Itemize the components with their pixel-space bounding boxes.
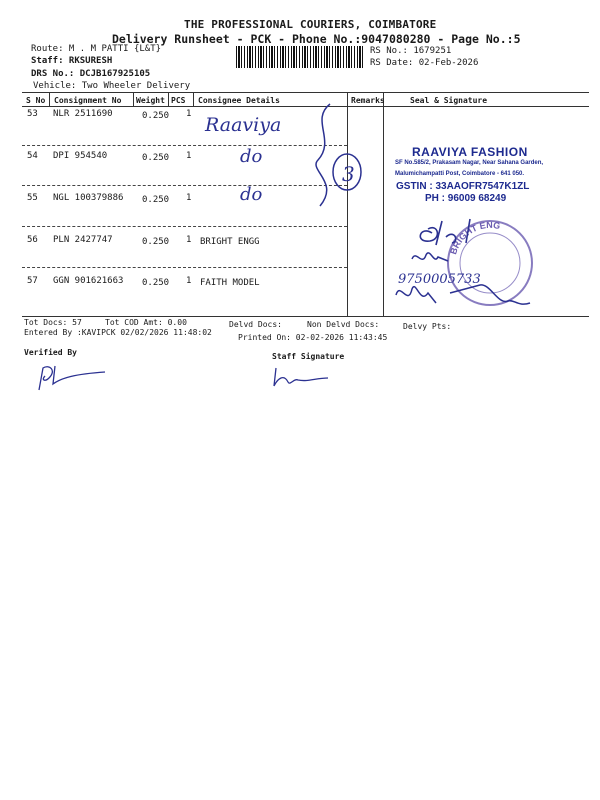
col-weight: Weight bbox=[136, 96, 165, 105]
row-consignment: GGN 901621663 bbox=[53, 276, 124, 286]
row-weight: 0.250 bbox=[142, 111, 170, 121]
runsheet-title: Delivery Runsheet - PCK - Phone No.:9047080280 - Page No.:5 bbox=[112, 32, 521, 46]
staff: Staff: RKSURESH bbox=[31, 56, 113, 66]
col-seal: Seal & Signature bbox=[410, 96, 488, 105]
delivered-docs: Delvd Docs: bbox=[229, 320, 282, 329]
stamp-address-line-1: SF No.585/2, Prakasam Nagar, Near Sahana Garden, bbox=[395, 160, 544, 166]
drs-number: DRS No.: DCJB167925105 bbox=[31, 69, 151, 79]
handwritten-consignee: Raaviya bbox=[205, 114, 282, 136]
receiver-signature bbox=[390, 215, 560, 315]
row-pcs: 1 bbox=[186, 193, 192, 203]
non-delivered-docs: Non Delvd Docs: bbox=[307, 320, 380, 329]
verified-by-label: Verified By bbox=[24, 348, 77, 357]
row-consignee: BRIGHT ENGG bbox=[200, 237, 260, 247]
row-consignment: DPI 954540 bbox=[53, 151, 108, 161]
row-consignment: NGL 100379886 bbox=[53, 193, 124, 203]
printed-on: Printed On: 02-02-2026 11:43:45 bbox=[238, 333, 388, 342]
staff-signature-label: Staff Signature bbox=[272, 352, 345, 361]
row-pcs: 1 bbox=[186, 151, 192, 161]
verified-by-signature bbox=[35, 360, 115, 395]
row-sno: 56 bbox=[27, 235, 38, 245]
rs-number: RS No.: 1679251 bbox=[370, 46, 452, 56]
total-docs: Tot Docs: 57 bbox=[24, 318, 82, 327]
handwritten-ditto-1: do bbox=[240, 146, 263, 167]
row-consignee: FAITH MODEL bbox=[200, 278, 260, 288]
row-pcs: 1 bbox=[186, 276, 192, 286]
handwritten-ditto-2: do bbox=[240, 184, 263, 205]
row-consignment: NLR 2511690 bbox=[53, 109, 113, 119]
receiver-phone: 9750005733 bbox=[398, 272, 481, 287]
handwritten-bracket bbox=[300, 100, 370, 210]
row-sno: 53 bbox=[27, 109, 38, 119]
row-weight: 0.250 bbox=[142, 195, 170, 205]
total-cod: Tot COD Amt: 0.00 bbox=[105, 318, 187, 327]
row-pcs: 1 bbox=[186, 235, 192, 245]
barcode bbox=[236, 46, 364, 68]
col-consignee: Consignee Details bbox=[198, 96, 280, 105]
col-sno: S No bbox=[26, 96, 46, 105]
route: Route: M . M PATTI {L&T} bbox=[31, 44, 162, 54]
vehicle: Vehicle: Two Wheeler Delivery bbox=[33, 81, 191, 91]
row-consignment: PLN 2427747 bbox=[53, 235, 113, 245]
row-weight: 0.250 bbox=[142, 153, 170, 163]
row-sno: 55 bbox=[27, 193, 38, 203]
col-pcs: PCS bbox=[171, 96, 186, 105]
row-weight: 0.250 bbox=[142, 237, 170, 247]
col-consignment: Consignment No bbox=[54, 96, 122, 105]
row-weight: 0.250 bbox=[142, 278, 170, 288]
delivery-points: Delvy Pts: bbox=[403, 322, 452, 331]
round-stamp-text: BRIGHT ENG bbox=[448, 219, 502, 256]
stamp-company-name: RAAVIYA FASHION bbox=[412, 145, 528, 159]
entered-by: Entered By :KAVIPCK 02/02/2026 11:48:02 bbox=[24, 328, 212, 337]
company-name: THE PROFESSIONAL COURIERS, COIMBATORE bbox=[184, 18, 437, 31]
row-pcs: 1 bbox=[186, 109, 192, 119]
col-remarks: Remarks bbox=[351, 96, 385, 105]
stamp-phone: PH : 96009 68249 bbox=[425, 193, 507, 204]
row-sno: 54 bbox=[27, 151, 38, 161]
rs-date: RS Date: 02-Feb-2026 bbox=[370, 58, 479, 68]
row-sno: 57 bbox=[27, 276, 38, 286]
staff-signature bbox=[268, 364, 338, 394]
handwritten-circled-number: 3 bbox=[342, 162, 355, 186]
stamp-address-line-2: Malumichampatti Post, Coimbatore - 641 050. bbox=[395, 171, 525, 177]
stamp-gstin: GSTIN : 33AAOFR7547K1ZL bbox=[396, 181, 530, 192]
